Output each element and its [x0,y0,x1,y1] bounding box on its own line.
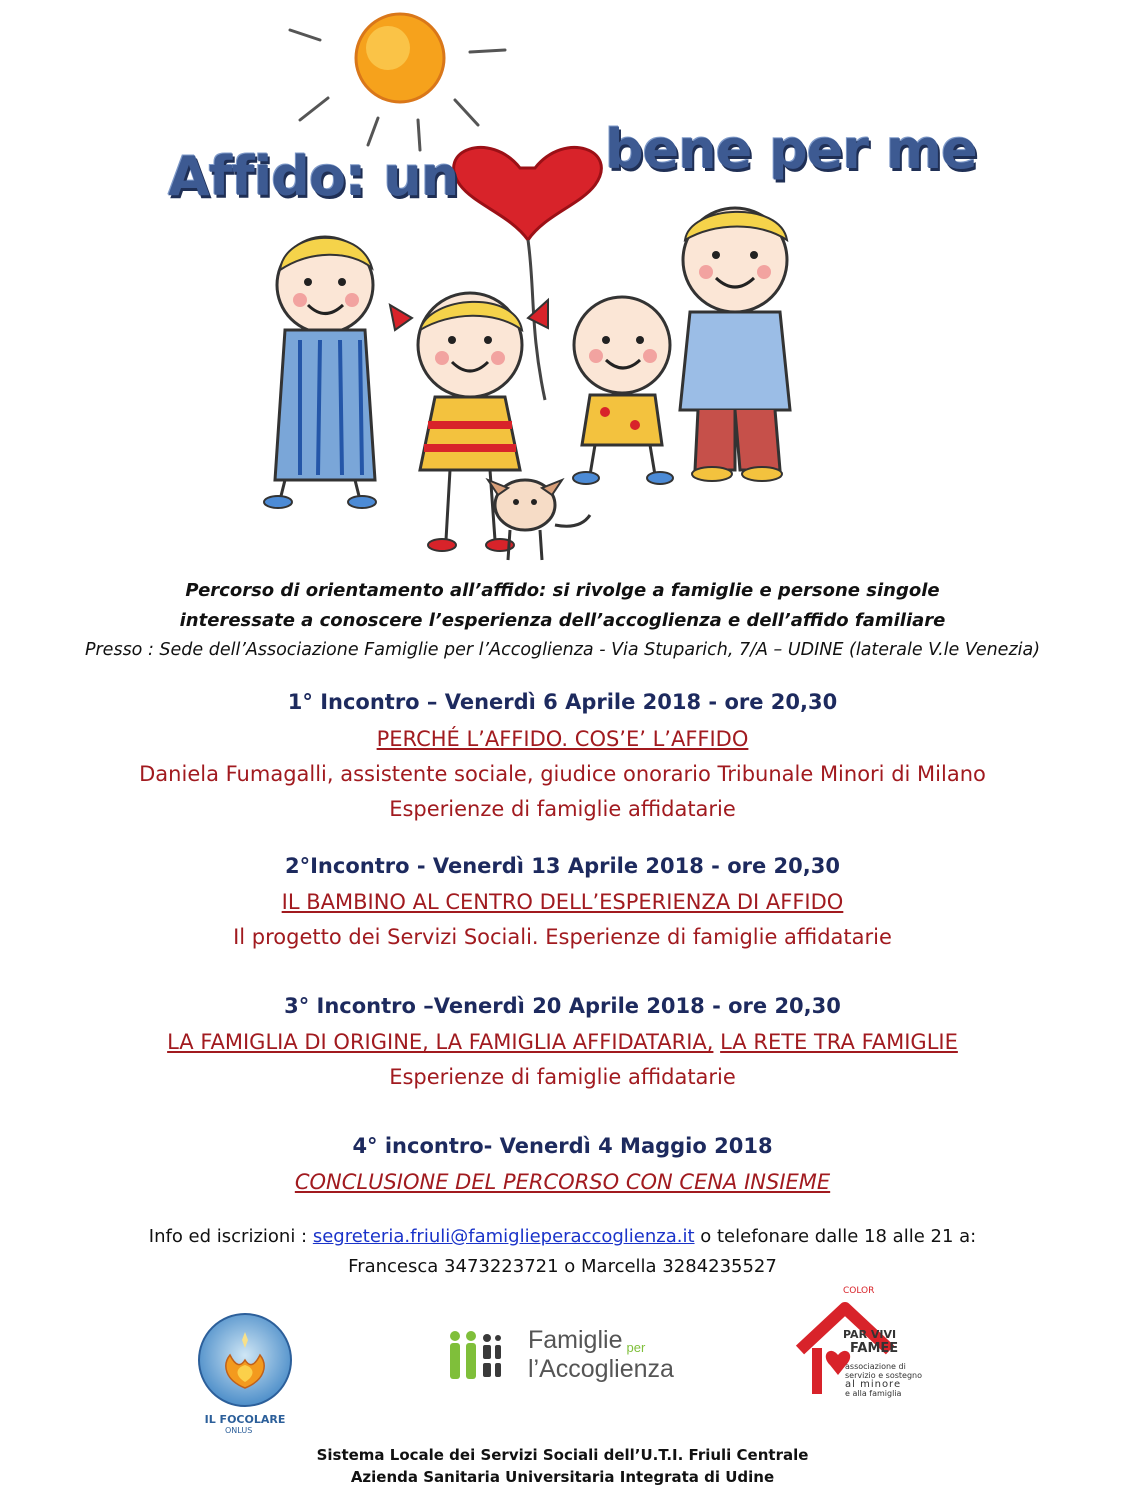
title-part2: bene per me [605,118,977,181]
info-suffix: o telefonare dalle 18 alle 21 a: [694,1226,977,1247]
meeting-1-heading: 1° Incontro – Venerdì 6 Aprile 2018 - ore 20,30 [287,690,838,714]
focolare-name: IL FOCOLARE [204,1413,286,1426]
email-link[interactable]: segreteria.friuli@famiglieperaccoglienza.it [312,1226,695,1247]
famiglie-accoglienza-icon [447,1330,503,1382]
famiglie-logo-line2: l’Accoglienza [528,1355,674,1383]
meeting-3-topic: LA FAMIGLIA DI ORIGINE, LA FAMIGLIA AFFIDATARIA, LA RETE TRA FAMIGLIE [167,1030,958,1054]
meeting-2-topic: IL BAMBINO AL CENTRO DELL’ESPERIENZA DI AFFIDO [281,890,844,914]
meeting-4-topic: CONCLUSIONE DEL PERCORSO CON CENA INSIEME [294,1170,831,1194]
info-prefix: Info ed iscrizioni : [148,1226,313,1247]
meeting-3-note: Esperienze di famiglie affidatarie [389,1065,736,1089]
intro-address: Presso : Sede dell’Associazione Famiglie per l’Accoglienza - Via Stuparich, 7/A – UDINE (laterale V.le Venezia) [84,640,1041,660]
il-focolare-logo [190,1310,300,1420]
meeting-2-heading: 2°Incontro - Venerdì 13 Aprile 2018 - ore 20,30 [285,854,840,878]
meeting-3-heading: 3° Incontro –Venerdì 20 Aprile 2018 - ore 20,30 [284,994,841,1018]
footer-line-2: Azienda Sanitaria Universitaria Integrata di Udine [350,1468,775,1486]
meeting-1-speaker: Daniela Fumagalli, assistente sociale, giudice onorario Tribunale Minori di Milano [139,762,986,786]
meeting-1-note: Esperienze di famiglie affidatarie [389,797,736,821]
intro-line-2: interessate a conoscere l’esperienza dell’accoglienza e dell’affido familiare [179,610,946,631]
boy-figure [573,297,673,484]
sun-icon [290,14,505,150]
parvivi-line1: PAR VIVI [843,1328,897,1341]
family-illustration [150,0,1020,575]
parvivi-tag: COLOR [843,1286,875,1296]
contact-phones: Francesca 3473223721 o Marcella 3284235527 [348,1256,777,1277]
parvivi-desc: associazione di servizio e sostegno al minore e alla famiglia [845,1362,922,1398]
famiglie-logo-line1: Famiglie per [528,1326,646,1355]
father-figure [680,208,790,481]
meeting-1-topic: PERCHÉ L’AFFIDO. COS’E’ L’AFFIDO [376,727,749,751]
meeting-4-heading: 4° incontro- Venerdì 4 Maggio 2018 [352,1134,773,1158]
parvivi-line2: FAMEE [850,1341,899,1356]
meeting-2-note: Il progetto dei Servizi Sociali. Esperienze di famiglie affidatarie [233,925,892,949]
intro-line-1: Percorso di orientamento all’affido: si rivolge a famiglie e persone singole [185,580,940,601]
mother-figure [264,237,376,508]
info-line [0,1226,1125,1247]
footer-line-1: Sistema Locale dei Servizi Sociali dell’U.T.I. Friuli Centrale [316,1446,809,1464]
focolare-sub: ONLUS [225,1426,253,1435]
title-part1: Affido: un [168,145,459,208]
